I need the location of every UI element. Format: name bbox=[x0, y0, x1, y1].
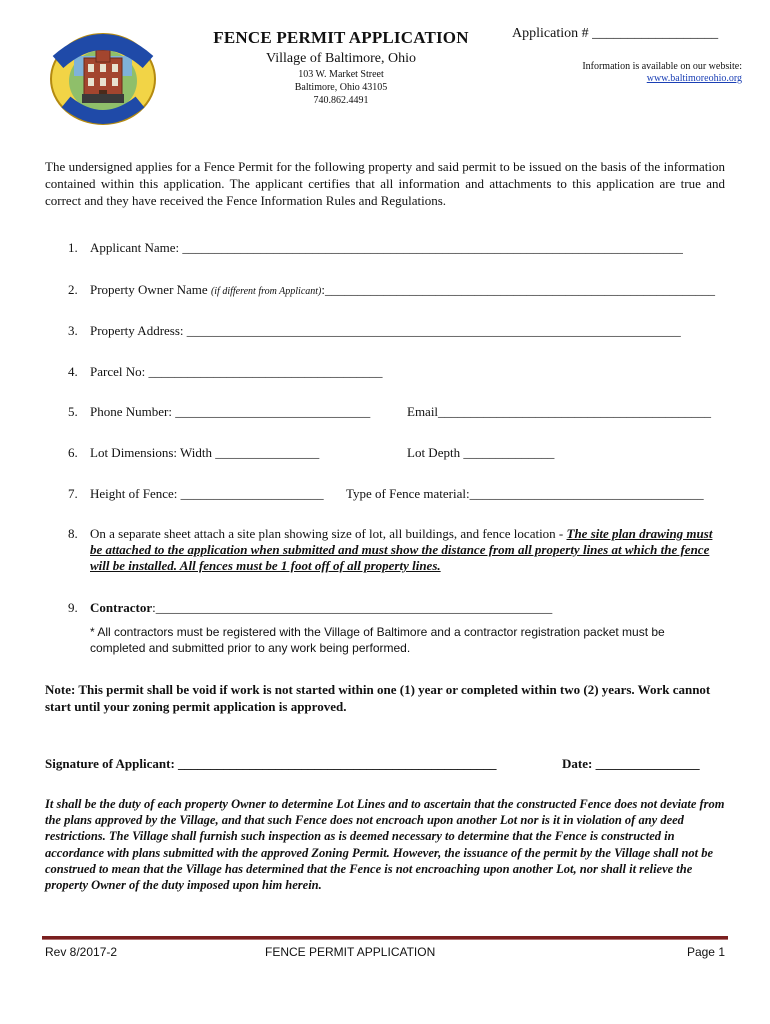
applicant-name-label: Applicant Name: _____________________________________________________________________________ bbox=[90, 240, 683, 255]
site-plan-text: On a separate sheet attach a site plan showing size of lot, all buildings, and fence location - bbox=[90, 526, 567, 541]
property-owner-line: :____________________________________________________________ bbox=[321, 282, 716, 297]
email-field[interactable]: Email__________________________________________ bbox=[407, 404, 712, 419]
property-owner-field[interactable] bbox=[68, 282, 715, 298]
address-city: Baltimore, Ohio 43105 bbox=[294, 82, 388, 93]
fence-height-label: Height of Fence: ______________________ bbox=[90, 486, 324, 501]
village-logo bbox=[44, 28, 162, 130]
applicant-name-field[interactable] bbox=[68, 240, 683, 256]
item-number: 9. bbox=[68, 600, 78, 615]
date-field[interactable]: Date: ________________ bbox=[562, 756, 700, 771]
contractor-label: Contractor bbox=[90, 600, 153, 615]
signature-field[interactable]: Signature of Applicant: _________________________________________________ bbox=[45, 756, 497, 771]
website-link[interactable]: www.baltimoreohio.org bbox=[646, 73, 742, 84]
website-info bbox=[540, 61, 742, 85]
item-number: 2. bbox=[68, 282, 78, 297]
item-number: 3. bbox=[68, 323, 78, 338]
fence-height-field[interactable] bbox=[68, 486, 324, 502]
page-number: Page 1 bbox=[686, 945, 725, 959]
application-number-field[interactable]: Application # __________________ bbox=[512, 26, 719, 41]
owner-duty-paragraph: It shall be the duty of each property Owner to determine Lot Lines and to ascertain that the constructed Fence does not deviate from the plans approved by the Village, and that such Fence does not encroach upon another Lot nor is it in violation of any deed restrictions. The Village shall furnish such inspection as is deemed necessary to determine that the Fence is constructed in accordance with plans submitted with the approved Zoning Permit. However, the issuance of the permit by the Village shall not be construed to mean that the Village has determined that the Fence is not encroaching upon another Lot, nor shall it relieve the property Owner of the duty imposed upon him herein. bbox=[45, 797, 725, 893]
parcel-no-label: Parcel No: ____________________________________ bbox=[90, 364, 383, 379]
item-number: 5. bbox=[68, 404, 78, 419]
office-phone: 740.862.4491 bbox=[313, 95, 369, 106]
contractor-note: * All contractors must be registered with the Village of Baltimore and a contractor registration packet must be completed and submitted prior to any work being performed. bbox=[90, 625, 665, 655]
form-title: FENCE PERMIT APPLICATION bbox=[213, 28, 469, 47]
property-address-label: Property Address: ____________________________________________________________________________ bbox=[90, 323, 681, 338]
fence-material-field[interactable]: Type of Fence material:____________________________________ bbox=[346, 486, 704, 501]
intro-paragraph: The undersigned applies for a Fence Permit for the following property and said permit to be issued on the basis of the information contained within this application. The applicant certifies that all information and attachments to this application are true and correct and they have received the Fence Information Rules and Regulations. bbox=[45, 159, 725, 208]
item-number: 7. bbox=[68, 486, 78, 501]
revision-label: Rev 8/2017-2 bbox=[45, 945, 118, 959]
website-note: Information is available on our website: bbox=[582, 61, 742, 72]
property-owner-hint: (if different from Applicant) bbox=[210, 286, 322, 297]
address-street: 103 W. Market Street bbox=[298, 69, 384, 80]
property-address-field[interactable] bbox=[68, 323, 681, 339]
permit-void-note: Note: This permit shall be void if work is not started within one (1) year or completed within two (2) years. Work cannot start until your zoning permit application is approved. bbox=[45, 682, 711, 714]
site-plan-requirement: The site plan drawing must be attached to the application when submitted and must show the distance from all property lines at which the fence will be installed. All fences must be 1 foot off of all property lines. bbox=[90, 526, 713, 573]
footer-title: FENCE PERMIT APPLICATION bbox=[265, 945, 436, 959]
phone-number-field[interactable] bbox=[68, 404, 370, 420]
lot-width-field[interactable] bbox=[68, 445, 319, 461]
phone-number-label: Phone Number: ______________________________ bbox=[90, 404, 371, 419]
item-number: 8. bbox=[68, 526, 78, 541]
item-number: 4. bbox=[68, 364, 78, 379]
site-plan-instruction bbox=[68, 526, 728, 574]
lot-width-label: Lot Dimensions: Width ________________ bbox=[90, 445, 320, 460]
lot-depth-field[interactable]: Lot Depth ______________ bbox=[407, 445, 555, 460]
property-owner-label: Property Owner Name bbox=[90, 282, 211, 297]
item-number: 6. bbox=[68, 445, 78, 460]
contractor-field[interactable] bbox=[68, 600, 552, 616]
footer-divider bbox=[42, 936, 728, 940]
parcel-no-field[interactable] bbox=[68, 364, 382, 380]
item-number: 1. bbox=[68, 240, 78, 255]
contractor-line: :_____________________________________________________________ bbox=[152, 600, 553, 615]
village-name: Village of Baltimore, Ohio bbox=[265, 51, 416, 66]
